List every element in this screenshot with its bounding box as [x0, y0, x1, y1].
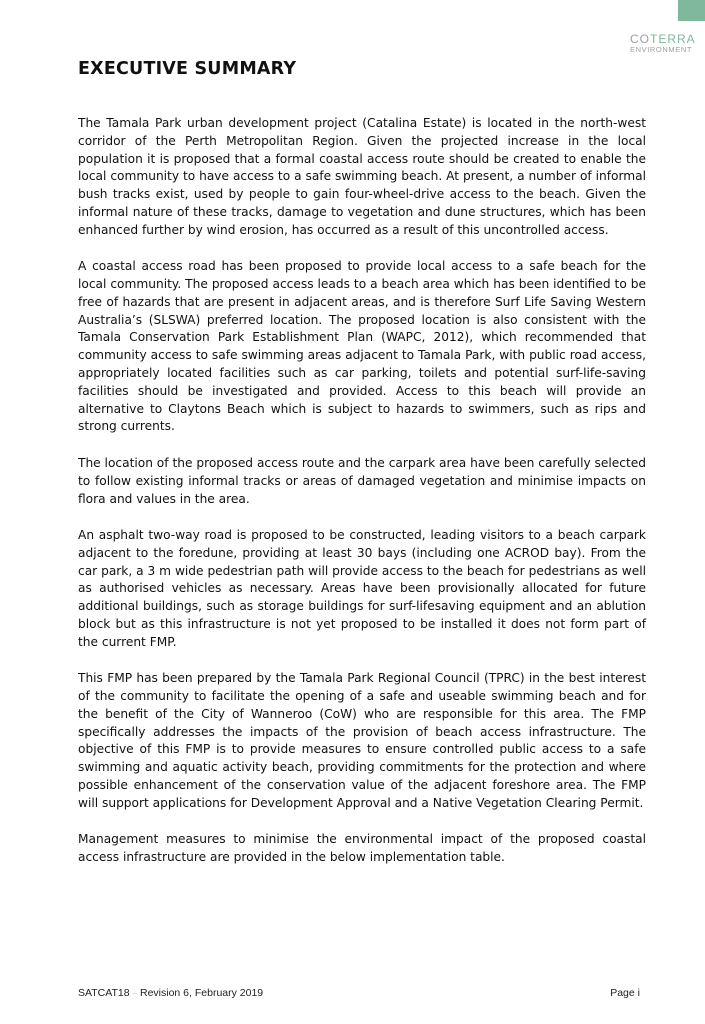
summary-paragraph: This FMP has been prepared by the Tamala Park Regional Council (TPRC) in the best interest of the community to facilitate the opening of a safe and useable swimming beach and for the benefit of the City of Wanneroo (CoW) who are responsible for this area. The FMP specifically addresses the impacts of the provision of beach access infrastructure. The objective of this FMP is to provide measures to ensure controlled public access to a safe swimming and aquatic activity beach, providing commitments for the protection and where possible enhancement of the conservation value of the adjacent foreshore area. The FMP will support applications for Development Approval and a Native Vegetation Clearing Permit.: [78, 671, 646, 810]
logo-tagline: ENVIRONMENT: [630, 45, 693, 54]
summary-paragraph: An asphalt two-way road is proposed to be constructed, leading visitors to a beach carpark adjacent to the foredune, providing at least 30 bays (including one ACROD bay). From the car park, a 3 m wide pedestrian path will provide access to the beach for pedestrians as well as authorised vehicles as necessary. Areas have been provisionally allocated for future additional buildings, such as storage buildings for surf-lifesaving equipment and an ablution block but as this infrastructure is not yet proposed to be installed it does not form part of the current FMP.: [78, 528, 646, 649]
corner-accent-block: [678, 0, 705, 21]
logo-wordmark: [630, 33, 705, 45]
summary-body: [78, 115, 646, 886]
page-title: EXECUTIVE SUMMARY: [78, 59, 297, 79]
summary-paragraph: A coastal access road has been proposed to provide local access to a safe beach for the local community. The proposed access leads to a beach area which has been identified to be free of hazards that are present in adjacent areas, and is therefore Surf Life Saving Western Australia’s (SLSWA) preferred location. The proposed location is also consistent with the Tamala Conservation Park Establishment Plan (WAPC, 2012), which recommended that community access to safe swimming areas adjacent to Tamala Park, with public road access, appropriately located facilities such as car parking, toilets and potential surf-life-saving facilities should be investigated and provided. Access to this beach will provide an alternative to Claytons Beach which is subject to hazards to swimmers, such as rips and strong currents.: [78, 259, 646, 434]
logo-wordmark-part1: CO: [630, 32, 650, 46]
footer-doc-code: SATCAT18: [78, 987, 130, 999]
footer-revision: Revision 6, February 2019: [140, 987, 264, 999]
footer-page-number: Page i: [610, 987, 640, 999]
logo-wordmark-part2: TERRA: [650, 32, 696, 46]
footer-separator: –: [132, 989, 137, 998]
summary-paragraph: Management measures to minimise the environmental impact of the proposed coastal access infrastructure are provided in the below implementation table.: [78, 832, 646, 865]
company-logo: [630, 33, 705, 54]
summary-paragraph: The Tamala Park urban development project (Catalina Estate) is located in the north-west corridor of the Perth Metropolitan Region. Given the projected increase in the local population it is proposed that a formal coastal access route should be created to enable the local community to have access to a safe swimming beach. At present, a number of informal bush tracks exist, used by people to gain four-wheel-drive access to the beach. Given the informal nature of these tracks, damage to vegetation and dune structures, which has been enhanced further by wind erosion, has occurred as a result of this uncontrolled access.: [78, 116, 646, 237]
page-footer: [78, 987, 640, 999]
summary-paragraph: The location of the proposed access route and the carpark area have been carefully selected to follow existing informal tracks or areas of damaged vegetation and minimise impacts on flora and values in the area.: [78, 455, 646, 506]
